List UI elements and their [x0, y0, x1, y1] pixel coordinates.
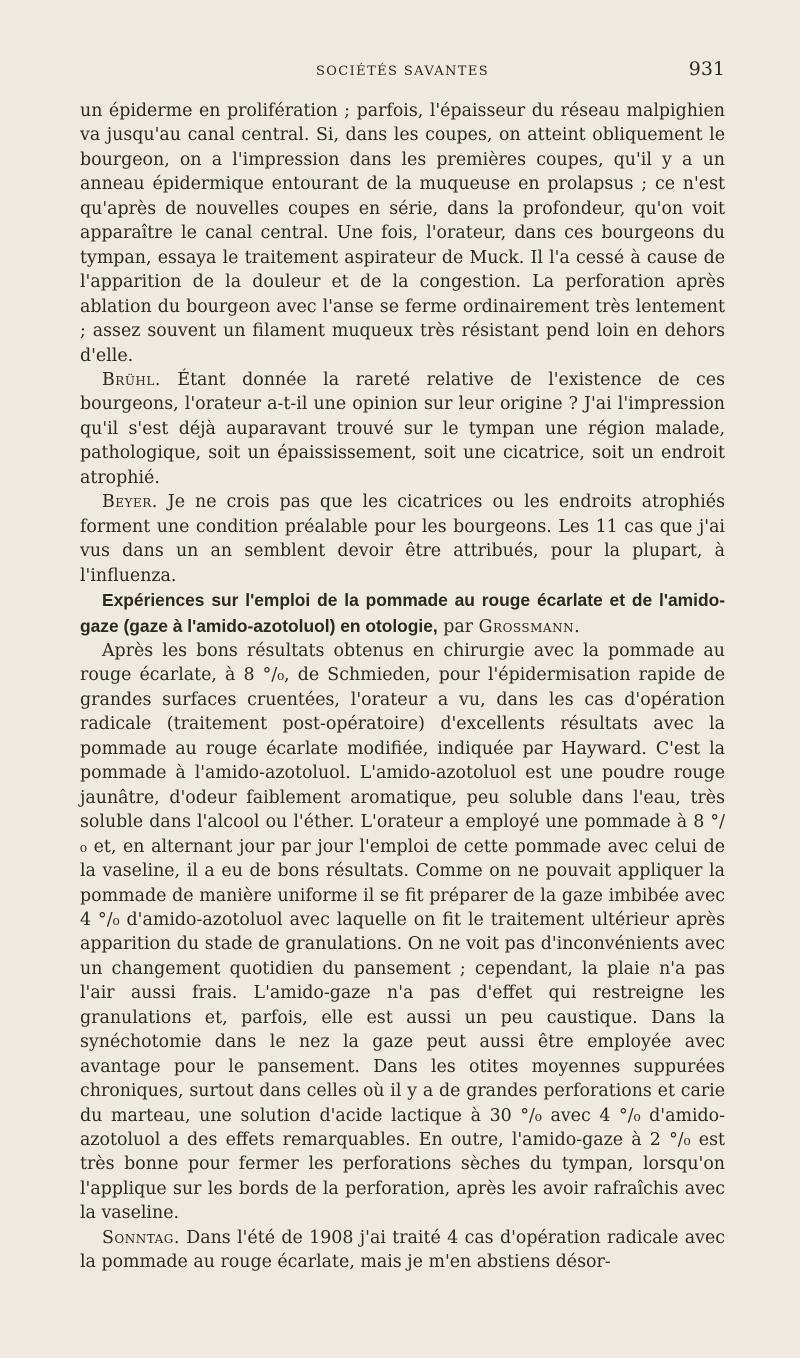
paragraph-sonntag — [80, 1226, 725, 1275]
heading-by: par — [437, 616, 479, 637]
heading-title: Expériences sur l'emploi de la pommade au rouge écarlate et de l'amido-gaze (gaze à l'amido-azotoluol) en otologie, — [80, 590, 725, 636]
running-head: SOCIÉTÉS SAVANTES — [315, 64, 490, 79]
speaker-name: Sonntag. — [102, 1227, 180, 1248]
article-body — [80, 99, 725, 1275]
speaker-name: Brühl. — [102, 369, 161, 390]
article-heading — [80, 588, 725, 639]
paragraph-text: Étant donnée la rareté relative de l'existence de ces bourgeons, l'orateur a-t-il une opinion sur leur origine ? J'ai l'impression qu'il s'est déjà auparavant trouvé sur le tympan une région malade, pathologique, soit un épaississement, soit une cicatrice, soit un endroit atrophié. — [80, 369, 725, 488]
paragraph-beyer — [80, 490, 725, 588]
page-header — [80, 58, 725, 86]
paragraph-continuation: un épiderme en prolifération ; parfois, l'épaisseur du réseau malpighien va jusqu'au canal central. Si, dans les coupes, on atteint obliquement le bourgeon, on a l'impression dans les premières coupes, qu'il y a un anneau épidermique entourant de la muqueuse en prolapsus ; ce n'est qu'après de nouvelles coupes en série, dans la profondeur, qu'on voit apparaître le canal central. Une fois, l'orateur, dans ces bourgeons du tympan, essaya le traitement aspirateur de Muck. Il l'a cessé à cause de l'apparition de la douleur et de la congestion. La perforation après ablation du bourgeon avec l'anse se ferme ordinairement très lentement ; assez souvent un filament muqueux très résistant pend loin en dehors d'elle. — [80, 101, 725, 366]
paragraph-text: Dans l'été de 1908 j'ai traité 4 cas d'opération radicale avec la pommade au rouge écarlate, mais je m'en abstiens désor- — [80, 1227, 725, 1273]
paragraph-bruhl — [80, 368, 725, 490]
speaker-name: Beyer. — [102, 492, 158, 513]
paragraph-text: Je ne crois pas que les cicatrices ou les endroits atrophiés forment une condition préalable pour les bourgeons. Les 11 cas que j'ai vus dans un an semblent devoir être attribués, pour la plupart, à l'influenza. — [80, 492, 725, 586]
paragraph-grossmann: Après les bons résultats obtenus en chirurgie avec la pommade au rouge écarlate, à 8 °/₀, de Schmieden, pour l'épidermisation rapide de grandes surfaces cruentées, l'orateur a vu, dans les cas d'opération radicale (traitement post-opératoire) d'excellents résultats avec la pommade au rouge écarlate modifiée, indiquée par Hayward. C'est la pommade à l'amido-azotoluol. L'amido-azotoluol est une poudre rouge jaunâtre, d'odeur faiblement aromatique, peu soluble dans l'eau, très soluble dans l'alcool ou l'éther. L'orateur a employé une pommade à 8 °/₀ et, en alternant jour par jour l'emploi de cette pommade avec celui de la vaseline, il a eu de bons résultats. Comme on ne pouvait appliquer la pommade de manière uniforme il se fit préparer de la gaze imbibée avec 4 °/₀ d'amido-azotoluol avec laquelle on fit le traitement ultérieur après apparition du stade de granulations. On ne voit pas d'inconvénients avec un changement quotidien du pansement ; cependant, la plaie n'a pas l'air aussi frais. L'amido-gaze n'a pas d'effet qui restreigne les granulations et, parfois, elle est aussi un peu caustique. Dans la synéchotomie dans le nez la gaze peut aussi être employée avec avantage pour le pansement. Dans les otites moyennes suppurées chroniques, surtout dans celles où il y a de grandes perforations et carie du marteau, une solution d'acide lactique à 30 °/₀ avec 4 °/₀ d'amido-azotoluol a des effets remarquables. En outre, l'amido-gaze à 2 °/₀ est très bonne pour fermer les perforations sèches du tympan, lorsqu'on l'applique sur les bords de la perforation, après les avoir rafraîchis avec la vaseline. — [80, 640, 725, 1224]
heading-author: Grossmann. — [478, 616, 581, 637]
page-number: 931 — [688, 58, 725, 80]
